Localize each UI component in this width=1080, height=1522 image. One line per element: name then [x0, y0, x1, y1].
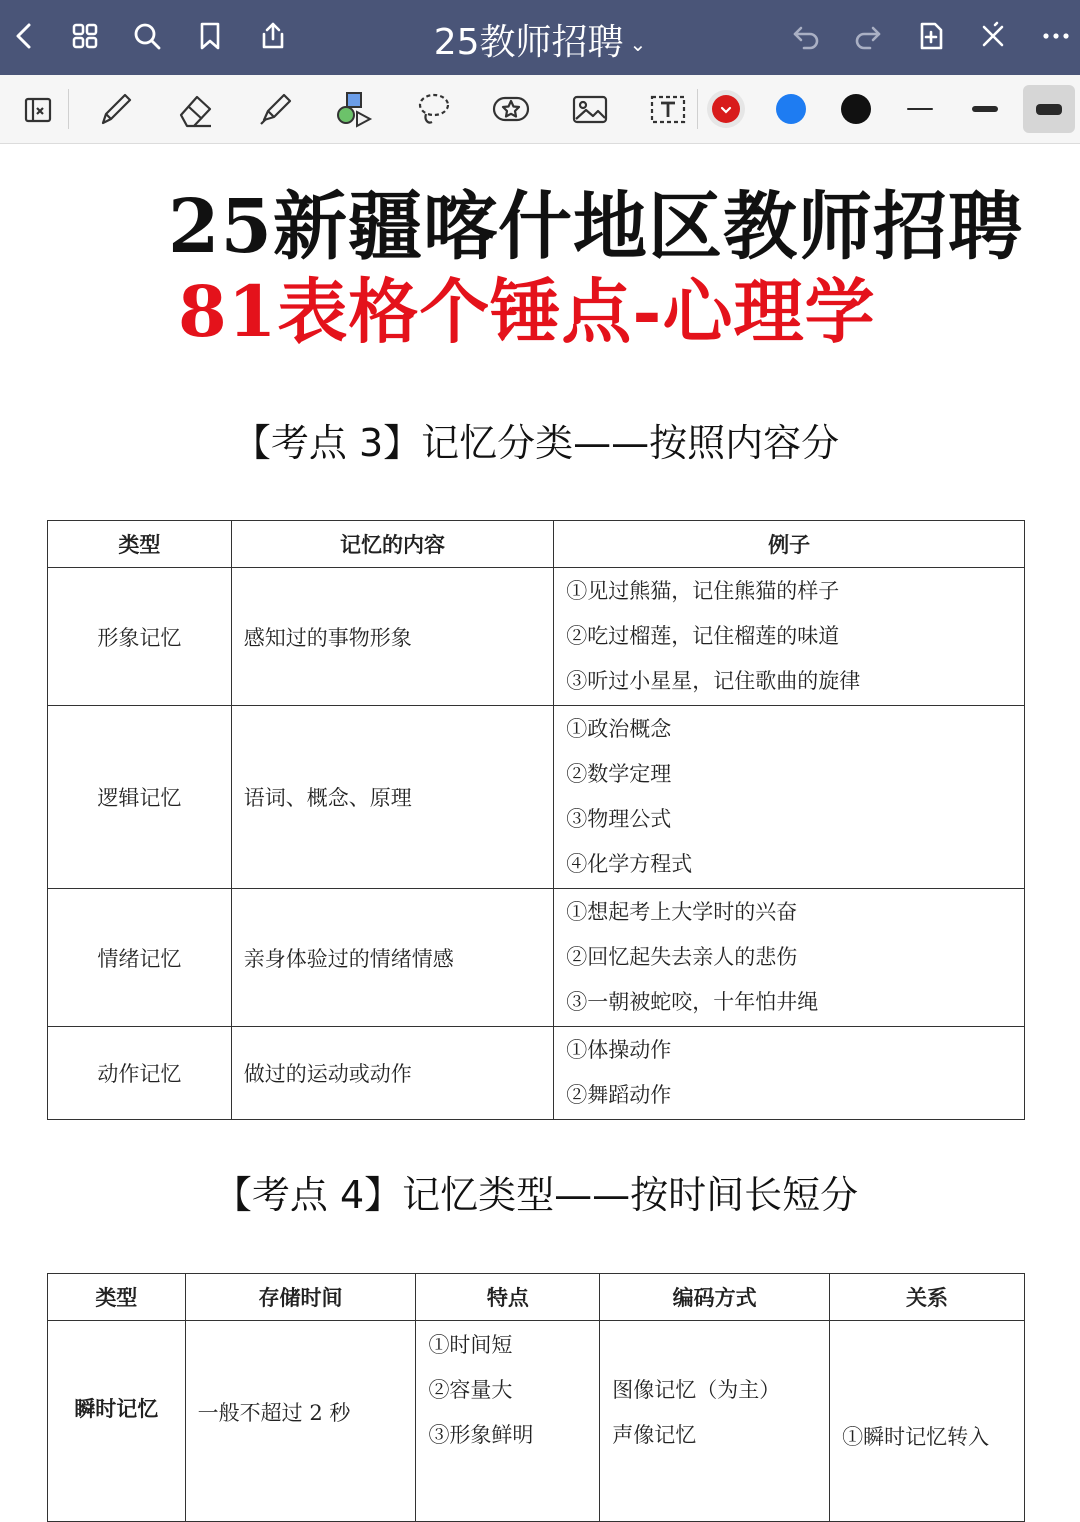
- content-cell: 语词、概念、原理: [231, 706, 554, 889]
- type-cell: 逻辑记忆: [48, 706, 232, 889]
- chevron-down-icon[interactable]: ⌄: [629, 32, 647, 56]
- color-swatch-blue[interactable]: [767, 85, 815, 133]
- encoding-cell: [600, 1321, 830, 1522]
- content-cell: 亲身体验过的情绪情感: [231, 889, 554, 1027]
- add-page-icon[interactable]: [909, 14, 953, 58]
- content-cell: 感知过的事物形象: [231, 568, 554, 706]
- section-3-heading: 【考点 3】记忆分类——按照内容分: [232, 421, 840, 465]
- time-text: 一般不超过 2 秒: [197, 1401, 351, 1425]
- type-text: 瞬时记忆: [74, 1397, 159, 1421]
- toolbar-divider: [68, 89, 69, 129]
- example-item: ③听过小星星，记住歌曲的旋律: [566, 669, 861, 693]
- feature-item: ②容量大: [428, 1378, 513, 1402]
- share-icon[interactable]: [251, 14, 295, 58]
- content-cell: 做过的运动或动作: [231, 1027, 554, 1120]
- shapes-icon[interactable]: [330, 85, 378, 133]
- table-header: 类型: [48, 1274, 186, 1321]
- encoding-item: 图像记忆（为主）: [612, 1378, 781, 1402]
- example-item: ①体操动作: [566, 1038, 672, 1062]
- color-swatch-red[interactable]: [702, 85, 750, 133]
- examples-cell: [554, 1027, 1025, 1120]
- document-page[interactable]: [0, 144, 1080, 1449]
- close-icon[interactable]: [971, 14, 1015, 58]
- examples-cell: [554, 568, 1025, 706]
- pen-icon[interactable]: [92, 85, 140, 133]
- table-row: [48, 568, 1025, 706]
- eraser-icon[interactable]: [172, 85, 220, 133]
- table-row: [48, 1321, 1025, 1522]
- undo-icon[interactable]: [784, 14, 828, 58]
- example-item: ②回忆起失去亲人的悲伤: [566, 945, 798, 969]
- type-cell: 形象记忆: [48, 568, 232, 706]
- encoding-item: 声像记忆: [612, 1423, 697, 1447]
- document-subheading: 81表格个锤点-心理学: [178, 270, 876, 353]
- color-swatch-black[interactable]: [832, 85, 880, 133]
- table-header: 类型: [48, 521, 232, 568]
- table-header: 例子: [554, 521, 1025, 568]
- toolbar-divider: [697, 89, 698, 129]
- memory-content-table: [47, 520, 1025, 1120]
- search-icon[interactable]: [125, 14, 169, 58]
- type-cell: 动作记忆: [48, 1027, 232, 1120]
- feature-item: ①时间短: [428, 1333, 513, 1357]
- image-icon[interactable]: [566, 85, 614, 133]
- relation-cell: [830, 1321, 1025, 1522]
- features-cell: [416, 1321, 600, 1522]
- grid-icon[interactable]: [63, 14, 107, 58]
- examples-cell: [554, 889, 1025, 1027]
- table-header-row: [48, 1274, 1025, 1321]
- example-item: ①见过熊猫，记住熊猫的样子: [566, 579, 840, 603]
- table-header: 存储时间: [185, 1274, 416, 1321]
- example-item: ②数学定理: [566, 762, 672, 786]
- time-cell: [185, 1321, 416, 1522]
- example-item: ③物理公式: [566, 807, 672, 831]
- back-icon[interactable]: [2, 14, 46, 58]
- text-icon[interactable]: [644, 85, 692, 133]
- document-title-text[interactable]: 25教师招聘: [433, 22, 624, 63]
- example-item: ②吃过榴莲，记住榴莲的味道: [566, 624, 840, 648]
- table-row: [48, 889, 1025, 1027]
- stroke-medium-button[interactable]: [959, 85, 1011, 133]
- table-header-row: [48, 521, 1025, 568]
- sticker-icon[interactable]: [487, 85, 535, 133]
- table-row: [48, 1027, 1025, 1120]
- examples-cell: [554, 706, 1025, 889]
- redo-icon[interactable]: [846, 14, 890, 58]
- highlighter-icon[interactable]: [251, 85, 299, 133]
- example-item: ①政治概念: [566, 717, 672, 741]
- stroke-thick-button[interactable]: [1023, 85, 1075, 133]
- memory-duration-table: [47, 1273, 1025, 1522]
- table-header: 关系: [830, 1274, 1025, 1321]
- table-header: 特点: [416, 1274, 600, 1321]
- example-item: ③一朝被蛇咬，十年怕井绳: [566, 990, 819, 1014]
- top-bar: [0, 0, 1080, 75]
- lasso-icon[interactable]: [409, 85, 457, 133]
- type-cell: [48, 1321, 186, 1522]
- example-item: ④化学方程式: [566, 852, 693, 876]
- example-item: ①想起考上大学时的兴奋: [566, 900, 798, 924]
- stroke-thin-button[interactable]: [894, 85, 946, 133]
- feature-item: ③形象鲜明: [428, 1423, 534, 1447]
- table-header: 编码方式: [600, 1274, 830, 1321]
- more-icon[interactable]: [1034, 14, 1078, 58]
- example-item: ②舞蹈动作: [566, 1083, 672, 1107]
- table-header: 记忆的内容: [231, 521, 554, 568]
- drawing-toolbar: [0, 75, 1080, 144]
- section-4-heading: 【考点 4】记忆类型——按时间长短分: [213, 1173, 859, 1217]
- layout-icon[interactable]: [14, 85, 62, 133]
- document-heading: 25新疆喀什地区教师招聘: [168, 184, 1023, 270]
- relation-text: ①瞬时记忆转入: [842, 1425, 990, 1449]
- type-cell: 情绪记忆: [48, 889, 232, 1027]
- table-row: [48, 706, 1025, 889]
- bookmark-icon[interactable]: [188, 14, 232, 58]
